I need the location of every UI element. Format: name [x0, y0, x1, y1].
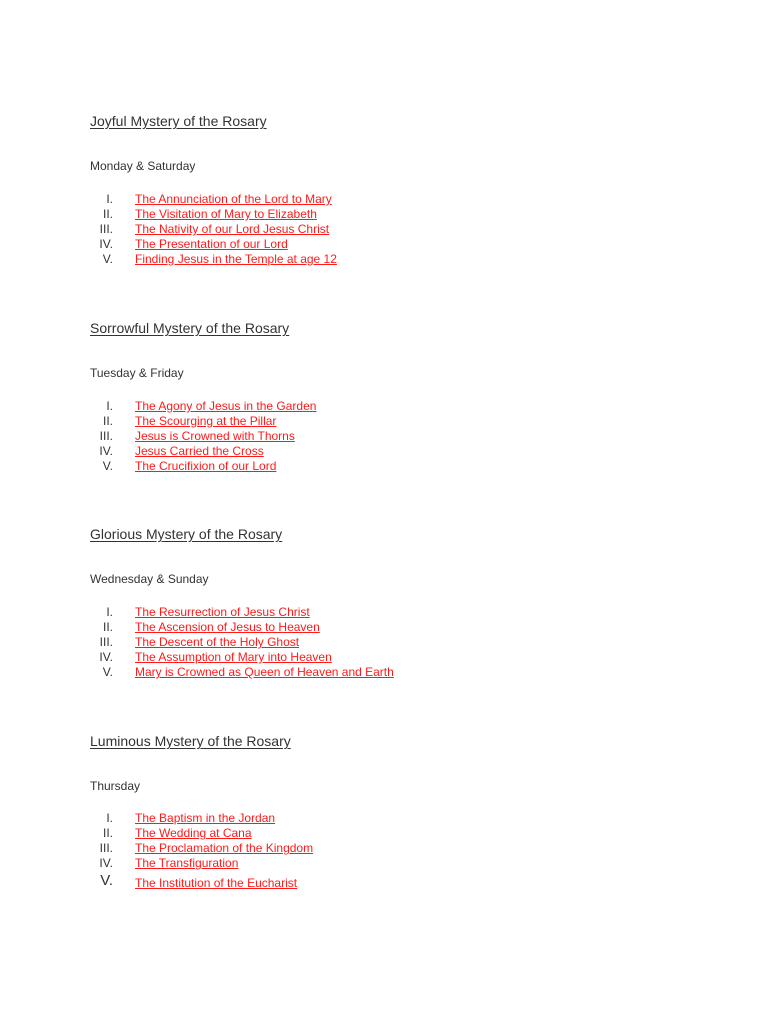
- item-number: I.: [106, 192, 113, 206]
- item-number: V.: [100, 872, 113, 889]
- mystery-link[interactable]: The Visitation of Mary to Elizabeth: [135, 207, 317, 221]
- mystery-link[interactable]: The Presentation of our Lord: [135, 237, 288, 251]
- section-title: Sorrowful Mystery of the Rosary: [90, 320, 290, 336]
- item-number: II.: [102, 207, 113, 221]
- item-number: IV.: [99, 650, 113, 664]
- section-joyful: [90, 112, 730, 266]
- section-days: Monday & Saturday: [90, 159, 196, 173]
- item-number: III.: [99, 429, 113, 443]
- mystery-link[interactable]: The Crucifixion of our Lord: [135, 459, 277, 473]
- mystery-link[interactable]: The Wedding at Cana: [135, 826, 252, 840]
- mystery-link[interactable]: The Baptism in the Jordan: [135, 811, 276, 825]
- mystery-link[interactable]: The Nativity of our Lord Jesus Christ: [135, 222, 330, 236]
- section-days: Thursday: [90, 779, 141, 793]
- mystery-link[interactable]: The Scourging at the Pillar: [135, 414, 277, 428]
- mystery-link[interactable]: The Ascension of Jesus to Heaven: [135, 620, 320, 634]
- item-number: V.: [102, 665, 113, 679]
- item-number: IV.: [99, 444, 113, 458]
- mystery-link[interactable]: The Proclamation of the Kingdom: [135, 841, 314, 855]
- mystery-link[interactable]: The Institution of the Eucharist: [135, 876, 298, 890]
- mystery-link[interactable]: Mary is Crowned as Queen of Heaven and Earth: [135, 665, 394, 679]
- section-luminous: [90, 732, 730, 890]
- section-days: Tuesday & Friday: [90, 366, 184, 380]
- item-number: I.: [106, 399, 113, 413]
- mystery-link[interactable]: The Transfiguration: [135, 856, 239, 870]
- item-number: II.: [102, 414, 113, 428]
- item-number: II.: [102, 620, 113, 634]
- item-number: III.: [99, 635, 113, 649]
- item-number: V.: [102, 459, 113, 473]
- mystery-link[interactable]: The Resurrection of Jesus Christ: [135, 605, 310, 619]
- mystery-link[interactable]: The Descent of the Holy Ghost: [135, 635, 300, 649]
- mystery-link[interactable]: The Agony of Jesus in the Garden: [135, 399, 317, 413]
- mystery-link[interactable]: Finding Jesus in the Temple at age 12: [135, 252, 337, 266]
- mystery-link[interactable]: The Assumption of Mary into Heaven: [135, 650, 332, 664]
- mystery-link[interactable]: Jesus Carried the Cross: [135, 444, 264, 458]
- mystery-link[interactable]: Jesus is Crowned with Thorns: [135, 429, 295, 443]
- item-number: II.: [102, 826, 113, 840]
- item-number: IV.: [99, 237, 113, 251]
- item-number: IV.: [99, 856, 113, 870]
- item-number: V.: [102, 252, 113, 266]
- mystery-link[interactable]: The Annunciation of the Lord to Mary: [135, 192, 332, 206]
- section-sorrowful: [90, 319, 730, 473]
- section-title: Joyful Mystery of the Rosary: [90, 113, 267, 129]
- section-title: Luminous Mystery of the Rosary: [90, 733, 291, 749]
- item-number: I.: [106, 605, 113, 619]
- section-title: Glorious Mystery of the Rosary: [90, 526, 283, 542]
- item-number: I.: [106, 811, 113, 825]
- section-days: Wednesday & Sunday: [90, 572, 209, 586]
- item-number: III.: [99, 841, 113, 855]
- section-glorious: [90, 525, 730, 679]
- item-number: III.: [99, 222, 113, 236]
